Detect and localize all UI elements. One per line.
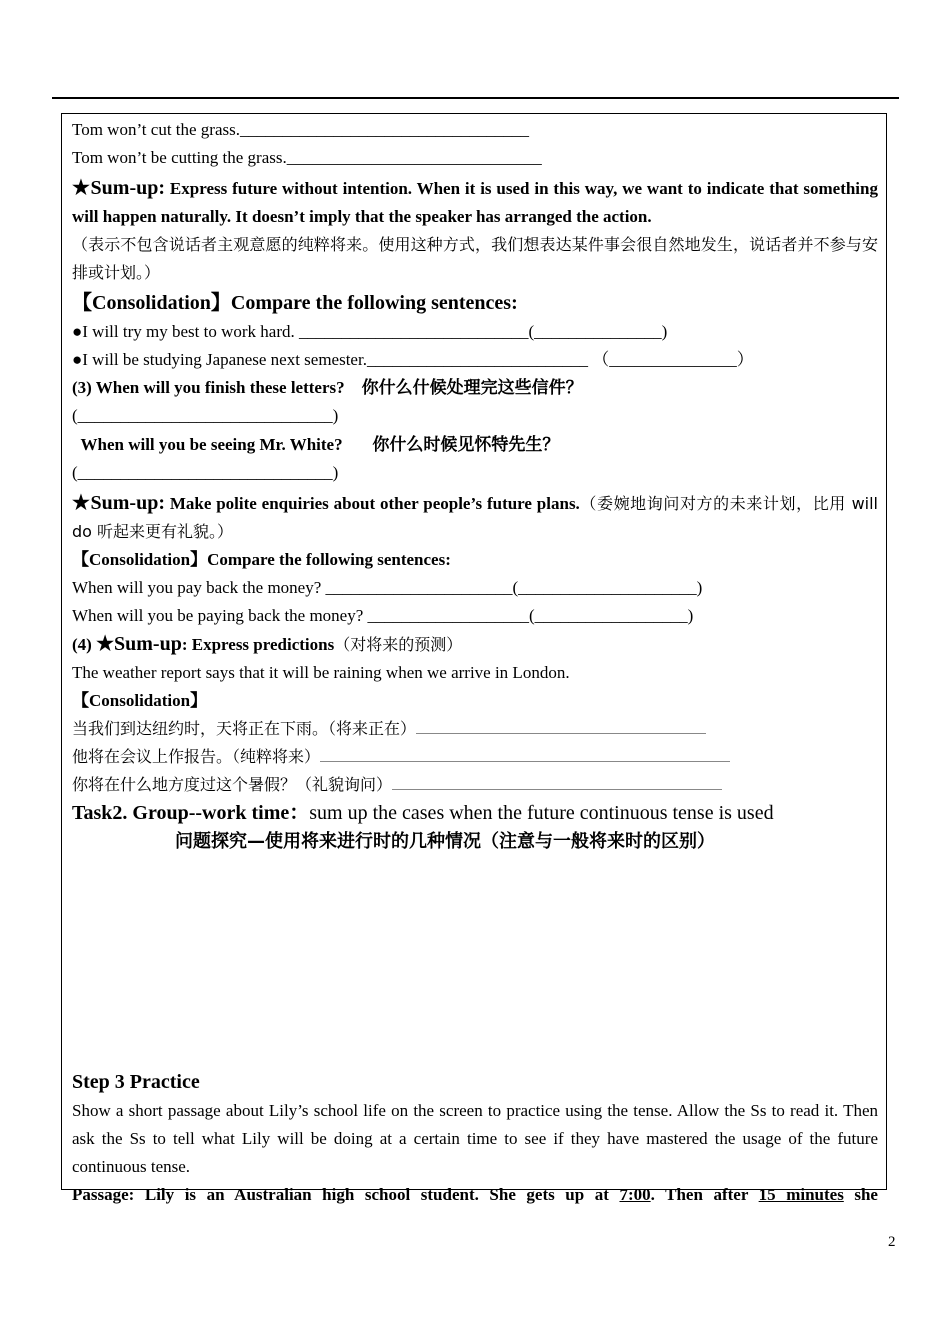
passage bbox=[72, 1181, 878, 1209]
question-4 bbox=[72, 630, 878, 659]
translate-2-blank bbox=[320, 747, 730, 762]
header-rule bbox=[52, 97, 899, 99]
passage-part-b: . Then after bbox=[650, 1185, 759, 1204]
passage-part-c: she bbox=[843, 1185, 878, 1204]
content-frame bbox=[61, 113, 887, 1204]
consolidation-1-heading: 【Consolidation】Compare the following sentences: bbox=[72, 292, 518, 314]
sumup-1-chinese: （表示不包含说话者主观意愿的纯粹将来。使用这种方式，我们想表达某件事会很自然地发生，说话者并不参与安排或计划。） bbox=[72, 235, 878, 282]
question-3-text: (3) When will you finish these letters? bbox=[72, 378, 345, 397]
task-2-chinese: 问题探究—使用将来进行时的几种情况（注意与一般将来时的区别） bbox=[175, 831, 715, 852]
task-2-label: Task2. Group--work time： bbox=[72, 802, 310, 824]
question-3b bbox=[72, 431, 878, 459]
question-3b-blank: (______________________________) bbox=[72, 463, 339, 482]
sumup-1-label: ★Sum-up: bbox=[72, 177, 166, 199]
sumup-2-chinese: （委婉地询问对方的未来计划，比用 will do 听起来更有礼貌。） bbox=[72, 494, 878, 541]
consolidation-3-heading: 【Consolidation】 bbox=[72, 691, 208, 710]
page-number: 2 bbox=[888, 1234, 896, 1250]
blank-workspace bbox=[72, 856, 878, 1066]
compare-pay-back: When will you pay back the money? ______________________(_____________________) bbox=[72, 578, 703, 597]
question-4-number: (4) bbox=[72, 635, 97, 654]
question-4-text: : Express predictions bbox=[181, 635, 335, 654]
translate-3 bbox=[72, 771, 878, 799]
translate-2 bbox=[72, 743, 878, 771]
translate-1 bbox=[72, 715, 878, 743]
question-3 bbox=[72, 374, 878, 402]
sumup-2-label: ★Sum-up: bbox=[72, 492, 165, 514]
translate-3-blank bbox=[392, 775, 722, 790]
question-3b-chinese: 你什么时候见怀特先生？ bbox=[372, 435, 560, 455]
translate-3-text: 你将在什么地方度过这个暑假？（礼貌询问） bbox=[72, 775, 393, 794]
question-4-chinese: （对将来的预测） bbox=[334, 635, 463, 654]
sentence-cut-grass: Tom won’t cut the grass.__________________________________ bbox=[72, 120, 529, 139]
sumup-2-text: Make polite enquiries about other people’s future plans. bbox=[165, 494, 580, 513]
weather-sentence: The weather report says that it will be raining when we arrive in London. bbox=[72, 663, 570, 682]
question-3b-text: When will you be seeing Mr. White? bbox=[80, 435, 343, 454]
bullet-studying-japanese: ●I will be studying Japanese next semester.__________________________ （_______________） bbox=[72, 350, 754, 369]
translate-1-blank bbox=[416, 719, 706, 734]
question-4-label: ★Sum-up bbox=[96, 633, 182, 655]
sumup-1 bbox=[72, 174, 878, 231]
step-3-heading: Step 3 Practice bbox=[72, 1071, 200, 1093]
translate-1-text: 当我们到达纽约时，天将正在下雨。（将来正在） bbox=[72, 719, 417, 738]
task-2-text: sum up the cases when the future continuous tense is used bbox=[309, 802, 774, 824]
compare-paying-back: When will you be paying back the money? ___________________(__________________) bbox=[72, 606, 694, 625]
passage-part-a: Passage: Lily is an Australian high school student. She gets up at bbox=[72, 1185, 620, 1204]
translate-2-text: 他将在会议上作报告。（纯粹将来） bbox=[72, 747, 321, 766]
sumup-1-text: Express future without intention. When it is used in this way, we want to indicate that something will happen naturally. It doesn’t imply that the speaker has arranged the action. bbox=[72, 179, 878, 226]
task-2 bbox=[72, 799, 878, 828]
sentence-cutting-grass: Tom won’t be cutting the grass.______________________________ bbox=[72, 148, 542, 167]
passage-minutes: 15 minutes bbox=[758, 1185, 844, 1204]
passage-time: 7:00 bbox=[619, 1185, 651, 1204]
sumup-2 bbox=[72, 489, 878, 546]
content-body bbox=[72, 116, 878, 1209]
question-3-chinese: 你什么什候处理完这些信件？ bbox=[361, 378, 583, 398]
question-3-blank: (______________________________) bbox=[72, 406, 339, 425]
step-3-description: Show a short passage about Lily’s school life on the screen to practice using the tense. Allow the Ss to read it. Then ask the Ss to tell what Lily will be doing at a certain time to see if they have mastered the usage of the future continuous tense. bbox=[72, 1101, 878, 1176]
consolidation-2-heading: 【Consolidation】Compare the following sentences: bbox=[72, 550, 451, 569]
bullet-try-best: ●I will try my best to work hard. ___________________________(_______________) bbox=[72, 322, 668, 341]
